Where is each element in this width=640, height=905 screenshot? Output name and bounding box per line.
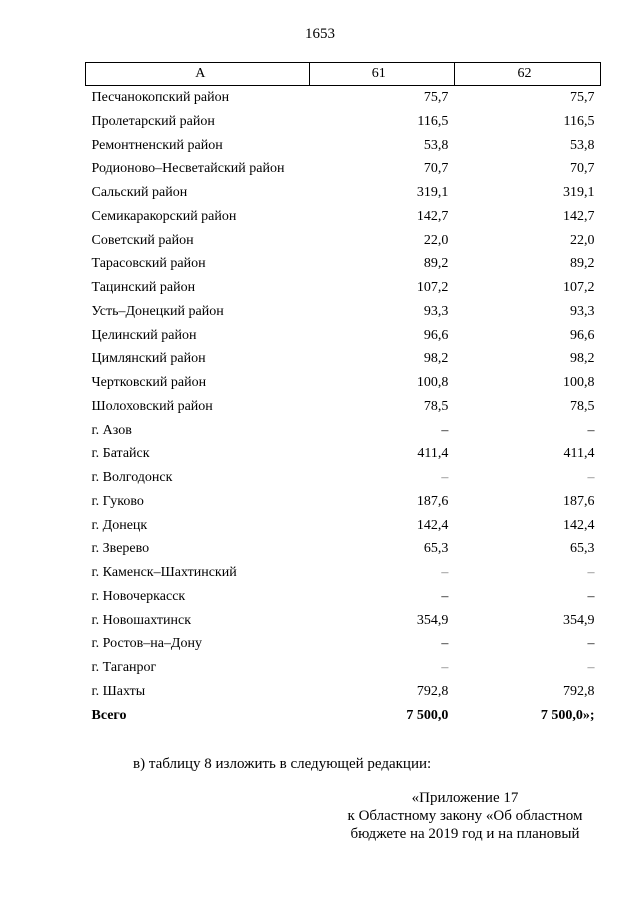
table-row xyxy=(86,371,601,395)
row-value-62: – xyxy=(587,636,595,652)
appendix-heading xyxy=(330,789,600,843)
row-value-61: – xyxy=(441,588,449,604)
row-value-62: 65,3 xyxy=(570,541,595,557)
row-value-61: 319,1 xyxy=(416,185,449,200)
table-row xyxy=(86,300,601,324)
row-name: Родионово–Несветайский район xyxy=(91,161,285,177)
row-name: г. Азов xyxy=(91,422,132,438)
table-row xyxy=(86,205,601,229)
total-value-61: 7 500,0 xyxy=(406,707,449,723)
row-value-61: 187,6 xyxy=(416,493,449,509)
table-row xyxy=(86,276,601,300)
row-name: Ремонтненский район xyxy=(91,137,223,153)
row-value-62: 142,7 xyxy=(563,208,595,224)
table-row xyxy=(86,134,601,158)
row-value-61: 107,2 xyxy=(416,280,449,295)
table-row xyxy=(86,490,601,514)
table-row xyxy=(86,656,601,680)
row-value-61: 65,3 xyxy=(423,541,449,557)
table-row xyxy=(86,419,601,443)
row-value-61: – xyxy=(441,470,449,485)
appendix-line: «Приложение 17 xyxy=(411,790,519,806)
row-name: г. Донецк xyxy=(91,517,148,533)
table-row xyxy=(86,442,601,466)
row-value-61: 53,8 xyxy=(423,137,449,153)
table-total-row xyxy=(86,704,601,728)
row-value-62: 75,7 xyxy=(570,90,595,105)
table-row xyxy=(86,324,601,348)
row-name: г. Каменск–Шахтинский xyxy=(91,565,237,580)
instruction-paragraph: в) таблицу 8 изложить в следующей редакции: xyxy=(133,756,432,772)
row-value-61: 96,6 xyxy=(423,327,449,343)
row-value-62: 411,4 xyxy=(563,446,595,462)
row-name: г. Зверево xyxy=(91,541,150,557)
row-value-61: 354,9 xyxy=(416,612,449,628)
row-value-61: 22,0 xyxy=(423,232,449,248)
table-row xyxy=(86,252,601,276)
table-row xyxy=(86,395,601,419)
row-value-62: 78,5 xyxy=(570,398,595,414)
table-row xyxy=(86,110,601,134)
row-value-61: – xyxy=(441,636,449,652)
table-row xyxy=(86,680,601,704)
row-value-61: 75,7 xyxy=(423,90,449,105)
row-name: г. Новошахтинск xyxy=(91,612,192,628)
row-value-62: 22,0 xyxy=(570,232,595,248)
row-value-62: 792,8 xyxy=(563,683,595,699)
row-name: Тарасовский район xyxy=(91,256,206,272)
row-value-61: 100,8 xyxy=(416,375,449,390)
row-name: Советский район xyxy=(91,232,194,248)
row-value-61: 142,7 xyxy=(416,208,449,224)
total-label: Всего xyxy=(91,707,127,723)
row-name: г. Гуково xyxy=(91,493,144,509)
row-value-61: 98,2 xyxy=(423,351,449,367)
table-row xyxy=(86,585,601,609)
row-value-61: 89,2 xyxy=(423,256,449,272)
table-body xyxy=(86,86,601,728)
row-value-62: 93,3 xyxy=(570,303,595,319)
row-value-62: – xyxy=(587,565,595,580)
table-row xyxy=(86,229,601,253)
row-value-62: 100,8 xyxy=(563,375,595,390)
appendix-line: к Областному закону «Об областном xyxy=(347,808,583,824)
row-name: г. Волгодонск xyxy=(91,470,173,485)
row-value-62: 96,6 xyxy=(570,327,595,343)
row-value-62: – xyxy=(587,588,595,604)
row-name: Песчанокопский район xyxy=(91,90,230,105)
row-name: г. Ростов–на–Дону xyxy=(91,636,202,652)
row-name: Целинский район xyxy=(91,327,197,343)
row-value-61: 78,5 xyxy=(423,398,449,414)
header-col-a: А xyxy=(86,63,310,86)
row-name: г. Таганрог xyxy=(91,660,157,675)
row-name: Семикаракорский район xyxy=(91,208,237,224)
table-row xyxy=(86,537,601,561)
row-name: Шолоховский район xyxy=(91,398,213,414)
row-name: Тацинский район xyxy=(91,280,196,295)
row-value-62: 107,2 xyxy=(563,280,595,295)
table-header-row xyxy=(86,63,601,86)
table-row xyxy=(86,632,601,656)
row-name: г. Шахты xyxy=(91,683,146,699)
appendix-line: бюджете на 2019 год и на плановый xyxy=(350,826,580,842)
row-name: г. Новочеркасск xyxy=(91,588,186,604)
table-row xyxy=(86,466,601,490)
row-name: Цимлянский район xyxy=(91,351,206,367)
row-name: Усть–Донецкий район xyxy=(91,303,224,319)
row-value-62: 116,5 xyxy=(563,113,595,129)
row-name: Пролетарский район xyxy=(91,113,215,129)
row-value-62: 53,8 xyxy=(570,137,595,153)
table-row xyxy=(86,609,601,633)
row-value-62: – xyxy=(587,470,595,485)
budget-table xyxy=(85,62,601,727)
row-value-61: – xyxy=(441,422,449,438)
row-name: г. Батайск xyxy=(91,446,150,462)
row-value-61: – xyxy=(441,565,449,580)
table-row xyxy=(86,561,601,585)
row-value-62: 354,9 xyxy=(563,612,595,628)
row-name: Чертковский район xyxy=(91,375,207,390)
header-col-62: 62 xyxy=(454,63,600,86)
row-value-61: 70,7 xyxy=(423,161,449,177)
row-value-62: 70,7 xyxy=(570,161,595,177)
page-number: 1653 xyxy=(305,26,335,42)
row-value-61: 142,4 xyxy=(416,517,449,533)
row-value-62: – xyxy=(587,660,595,675)
row-value-62: 142,4 xyxy=(563,517,595,533)
table-row xyxy=(86,157,601,181)
table-row xyxy=(86,514,601,538)
row-value-62: 98,2 xyxy=(570,351,595,367)
row-value-61: – xyxy=(441,660,449,675)
header-col-61: 61 xyxy=(309,63,454,86)
row-value-61: 93,3 xyxy=(423,303,449,319)
row-value-62: 187,6 xyxy=(563,493,595,509)
row-value-62: 89,2 xyxy=(570,256,595,272)
row-value-61: 792,8 xyxy=(416,683,449,699)
total-value-62: 7 500,0»; xyxy=(540,707,595,723)
row-value-61: 116,5 xyxy=(417,113,449,129)
row-value-61: 411,4 xyxy=(417,446,449,462)
row-name: Сальский район xyxy=(91,185,188,200)
row-value-62: 319,1 xyxy=(563,185,595,200)
table-row xyxy=(86,86,601,110)
table-row xyxy=(86,181,601,205)
table-row xyxy=(86,347,601,371)
row-value-62: – xyxy=(587,422,595,438)
